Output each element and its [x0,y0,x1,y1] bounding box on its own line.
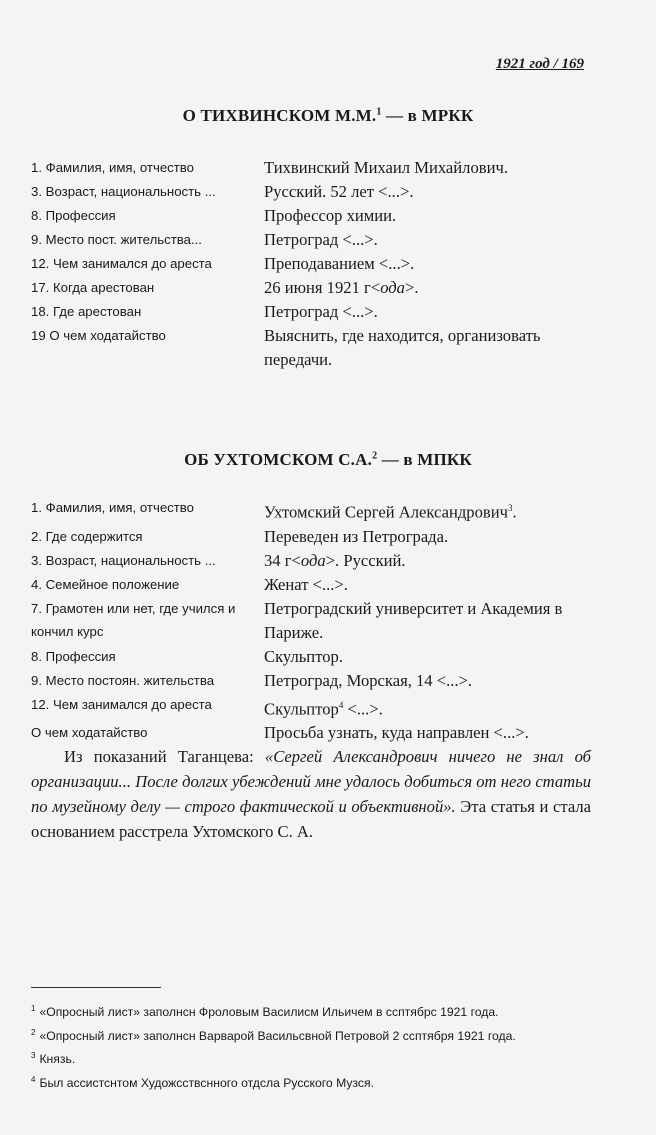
footnote [31,1023,611,1047]
form-row [31,573,591,597]
form-value: Профессор химии. [264,206,397,225]
form-value: Петроград, Морская, 14 <...>. [264,670,473,690]
footnote-ref: 1 [376,106,382,118]
form-row [31,180,591,204]
form-row [31,721,591,745]
form-label: 1. Фамилия, имя, отчество [31,500,195,515]
footnote-ref: 4 [338,699,344,710]
footnote-text: «Опросный лист» заполнсн Фроловым Василисм Ильичем в ссптябрс 1921 года. [39,1005,499,1020]
footnote-text: Был ассистснтом Художсствснного отдсла Русского Музся. [39,1075,375,1090]
form-row [31,324,591,372]
form-row [31,300,591,324]
form-value: Петроград <...>. [264,230,378,249]
value-text: Ухтомский Сергей Александрович [264,502,508,522]
narrative-quote: «Сергей Александрович ничего не знал об организации... После долгих убеждений мне удалось добиться от него статьи по музейному делу — строго фактической и объективной». [31,747,591,816]
form-label: 3. Возраст, национальность ... [31,184,216,199]
form-label: 7. Грамотен или нет, где учился и кончил курс [31,600,236,639]
value-italic: ода [380,278,405,297]
section-title-tikhvinsky [0,106,656,126]
footnote-text: «Опросный лист» заполнсн Варварой Васильсвной Петровой 2 ссптября 1921 года. [39,1028,516,1043]
footnotes [31,999,611,1093]
form-row [31,252,591,276]
form-value: Женат <...>. [264,574,348,594]
questionnaire-tikhvinsky [31,156,591,372]
value-text: >. [404,278,419,297]
section-title-suffix: — в МПКК [377,450,472,469]
form-value [264,693,591,722]
form-label: 9. Место постоян. жительства [31,672,215,688]
form-label: 12. Чем занимался до ареста [31,256,212,271]
section-title-suffix: — в МРКК [381,106,474,125]
footnote-divider [31,987,161,988]
footnote-number: 3 [31,1051,36,1061]
form-value: Русский. 52 лет <...>. [264,182,414,201]
page-header: 1921 год / 169 [495,56,584,72]
value-text: Скульптор [264,699,339,719]
form-label: 2. Где содержится [31,528,143,544]
form-value: Скульптор. [264,646,343,666]
narrative-paragraph [31,744,591,844]
value-text: 34 г< [264,550,301,570]
form-value [264,549,591,573]
form-label: 4. Семейное положение [31,576,180,592]
form-row [31,597,591,645]
form-label: 18. Где арестован [31,304,142,319]
form-label: 8. Профессия [31,208,116,223]
form-row [31,276,591,300]
form-value: Выяснить, где находится, организовать передачи. [264,326,541,369]
form-label: 3. Возраст, национальность ... [31,552,216,568]
footnote-text: Князь. [39,1052,76,1067]
value-text: . [512,502,517,522]
form-value: Тихвинский Михаил Михайлович. [264,158,508,177]
form-label: 8. Профессия [31,648,116,664]
footnote-number: 1 [31,1004,36,1013]
section-title-text: О ТИХВИНСКОМ М.М. [182,106,377,125]
form-label: 12. Чем занимался до ареста [31,696,212,712]
form-label: 1. Фамилия, имя, отчество [31,160,195,175]
form-label: 19 О чем ходатайство [31,328,166,343]
narrative-lead: Из показаний Таганцева: [64,747,265,766]
value-text: 26 июня 1921 г< [264,278,381,297]
footnote [31,1046,611,1070]
section-title-ukhtomsky [0,450,656,470]
form-row [31,204,591,228]
form-row [31,525,591,549]
form-value [264,496,591,525]
form-value [264,276,591,300]
form-label: О чем ходатайство [31,725,148,741]
form-row [31,645,591,669]
footnote-number: 4 [31,1074,36,1084]
form-row [31,549,591,573]
form-value: Переведен из Петрограда. [264,526,449,546]
form-value: Петроград <...>. [264,302,378,321]
questionnaire-ukhtomsky [31,496,591,745]
footnote-ref: 2 [372,450,378,462]
value-text: >. Русский. [325,550,406,570]
footnote [31,999,611,1023]
form-row [31,228,591,252]
form-label: 17. Когда арестован [31,280,155,295]
footnote [31,1070,611,1094]
section-title-text: ОБ УХТОМСКОМ С.А. [184,450,373,469]
form-row [31,669,591,693]
narrative-conclusion: Эта статья и стала основанием расстрела Ухтомского С. А. [31,797,591,841]
value-italic: ода [300,550,326,570]
form-row [31,496,591,525]
form-row [31,693,591,722]
footnote-ref: 3 [507,503,513,513]
value-text: <...>. [343,699,383,719]
form-row [31,156,591,180]
form-value: Петроградский университет и Академия в Париже. [264,598,563,642]
footnote-number: 2 [31,1027,36,1037]
form-value: Преподаванием <...>. [264,254,415,273]
form-value: Просьба узнать, куда направлен <...>. [264,723,529,743]
form-label: 9. Место пост. жительства... [31,232,202,247]
